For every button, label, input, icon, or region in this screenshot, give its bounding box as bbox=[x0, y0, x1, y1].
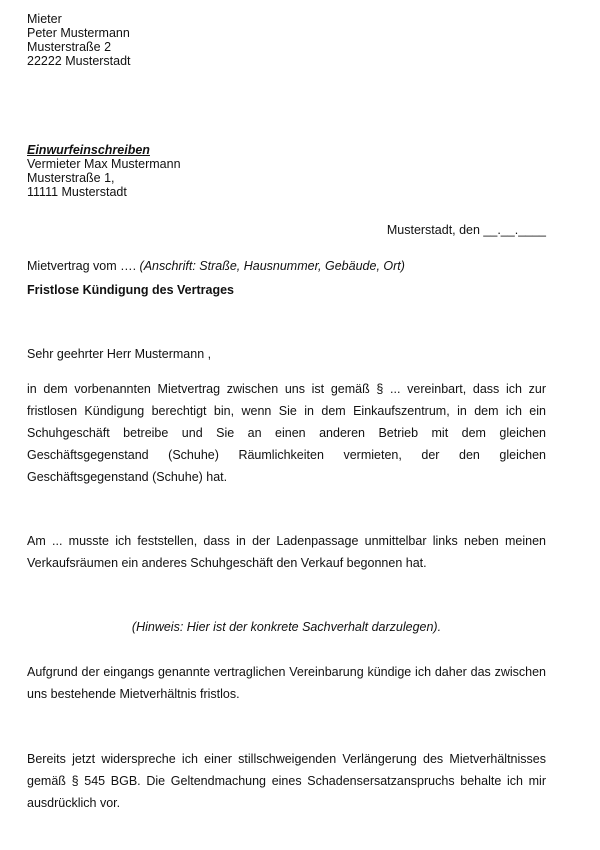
paragraph-objection: Bereits jetzt widerspreche ich einer stillschweigenden Verlängerung des Mietverhältnisses gemäß § 545 BGB. Die Geltendmachung eines Schadensersatzanspruchs behalte ich mir ausdrücklich vor. bbox=[27, 752, 546, 810]
contract-address-hint: (Anschrift: Straße, Hausnummer, Gebäude, Ort) bbox=[139, 259, 405, 273]
paragraph-termination: Aufgrund der eingangs genannte vertraglichen Vereinbarung kündige ich daher das zwischen uns bestehende Mietverhältnis fristlos. bbox=[27, 665, 546, 701]
letter-subject: Fristlose Kündigung des Vertrages bbox=[27, 283, 234, 297]
sender-street: Musterstraße 2 bbox=[27, 40, 112, 54]
hint-note: (Hinweis: Hier ist der konkrete Sachverhalt darzulegen). bbox=[131, 620, 442, 634]
delivery-method: Einwurfeinschreiben bbox=[27, 143, 150, 157]
recipient-street: Musterstraße 1, bbox=[27, 171, 115, 185]
recipient-name: Vermieter Max Mustermann bbox=[27, 157, 181, 171]
salutation: Sehr geehrter Herr Mustermann , bbox=[27, 347, 212, 361]
date-line: Musterstadt, den __.__.____ bbox=[386, 223, 546, 237]
paragraph-finding: Am ... musste ich feststellen, dass in der Ladenpassage unmittelbar links neben meinen Verkaufsräumen ein anderes Schuhgeschäft den Verkauf begonnen hat. bbox=[27, 534, 546, 570]
paragraph-contract-clause: in dem vorbenannten Mietvertrag zwischen uns ist gemäß § ... vereinbart, dass ich zur fristlosen Kündigung berechtigt bin, wenn Sie in dem Einkaufszentrum, in dem ich ein Schuhgeschäft betreibe und Sie an einen anderen Betrieb mit dem gleichen Geschäftsgegenstand (Schuhe) Räumlichkeiten vermieten, der den gleichen Geschäftsgegenstand (Schuhe) hat. bbox=[27, 382, 546, 484]
contract-prefix: Mietvertrag vom …. bbox=[27, 259, 140, 273]
sender-name: Peter Mustermann bbox=[27, 26, 130, 40]
sender-role: Mieter bbox=[27, 12, 62, 26]
contract-reference bbox=[27, 258, 546, 274]
sender-address bbox=[27, 12, 546, 68]
sender-city: 22222 Musterstadt bbox=[27, 54, 131, 68]
recipient-city: 11111 Musterstadt bbox=[27, 185, 127, 199]
recipient-address bbox=[27, 143, 546, 199]
